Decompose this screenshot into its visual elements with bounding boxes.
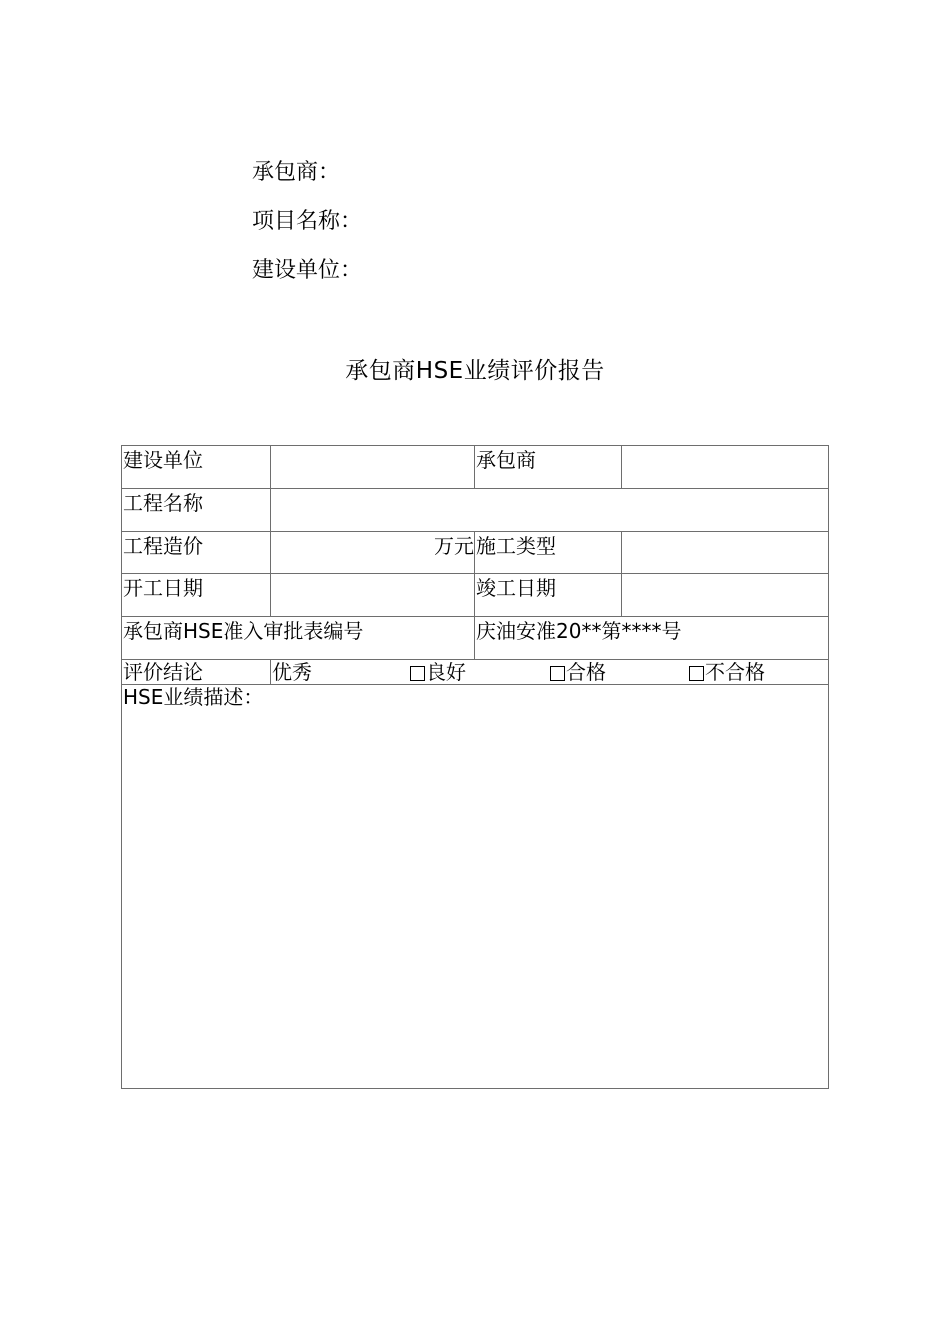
owner-value-cell[interactable] bbox=[271, 446, 474, 488]
option-excellent-label: 优秀 bbox=[272, 660, 312, 684]
approval-number-value-cell[interactable]: 庆油安准20**第****号 bbox=[476, 619, 682, 643]
report-title: 承包商HSE业绩评价报告 bbox=[345, 358, 605, 384]
cost-label-cell: 工程造价 bbox=[123, 534, 203, 558]
start-date-value-cell[interactable] bbox=[271, 574, 474, 616]
finish-date-label-cell: 竣工日期 bbox=[476, 576, 556, 600]
cover-project-line: 项目名称： bbox=[252, 209, 363, 234]
option-good[interactable] bbox=[410, 660, 466, 684]
hse-description-label: HSE业绩描述： bbox=[123, 685, 264, 709]
project-label-cell: 工程名称 bbox=[123, 491, 203, 515]
option-excellent[interactable] bbox=[272, 660, 312, 684]
option-pass-label: 合格 bbox=[566, 660, 606, 684]
cover-contractor-line: 承包商： bbox=[252, 160, 341, 185]
option-fail-label: 不合格 bbox=[705, 660, 765, 684]
construction-type-value-cell[interactable] bbox=[622, 532, 828, 573]
cost-value-cell[interactable] bbox=[271, 532, 474, 573]
hse-description-cell[interactable] bbox=[122, 685, 828, 1088]
approval-number-label-cell: 承包商HSE准入审批表编号 bbox=[123, 619, 364, 643]
evaluation-form-table bbox=[121, 445, 829, 1089]
owner-label-cell: 建设单位 bbox=[123, 448, 203, 472]
option-fail[interactable] bbox=[689, 660, 765, 684]
cover-owner-line: 建设单位： bbox=[252, 258, 363, 283]
checkbox-good[interactable] bbox=[410, 666, 425, 681]
contractor-label-cell: 承包商 bbox=[476, 448, 536, 472]
checkbox-pass[interactable] bbox=[550, 666, 565, 681]
checkbox-fail[interactable] bbox=[689, 666, 704, 681]
option-good-label: 良好 bbox=[426, 660, 466, 684]
cost-unit: 万元 bbox=[434, 534, 474, 558]
project-value-cell[interactable] bbox=[271, 489, 828, 531]
start-date-label-cell: 开工日期 bbox=[123, 576, 203, 600]
conclusion-label-cell: 评价结论 bbox=[123, 660, 203, 684]
column-divider bbox=[270, 659, 271, 684]
option-pass[interactable] bbox=[550, 660, 606, 684]
construction-type-label-cell: 施工类型 bbox=[476, 534, 556, 558]
contractor-value-cell[interactable] bbox=[622, 446, 828, 488]
finish-date-value-cell[interactable] bbox=[622, 574, 828, 616]
